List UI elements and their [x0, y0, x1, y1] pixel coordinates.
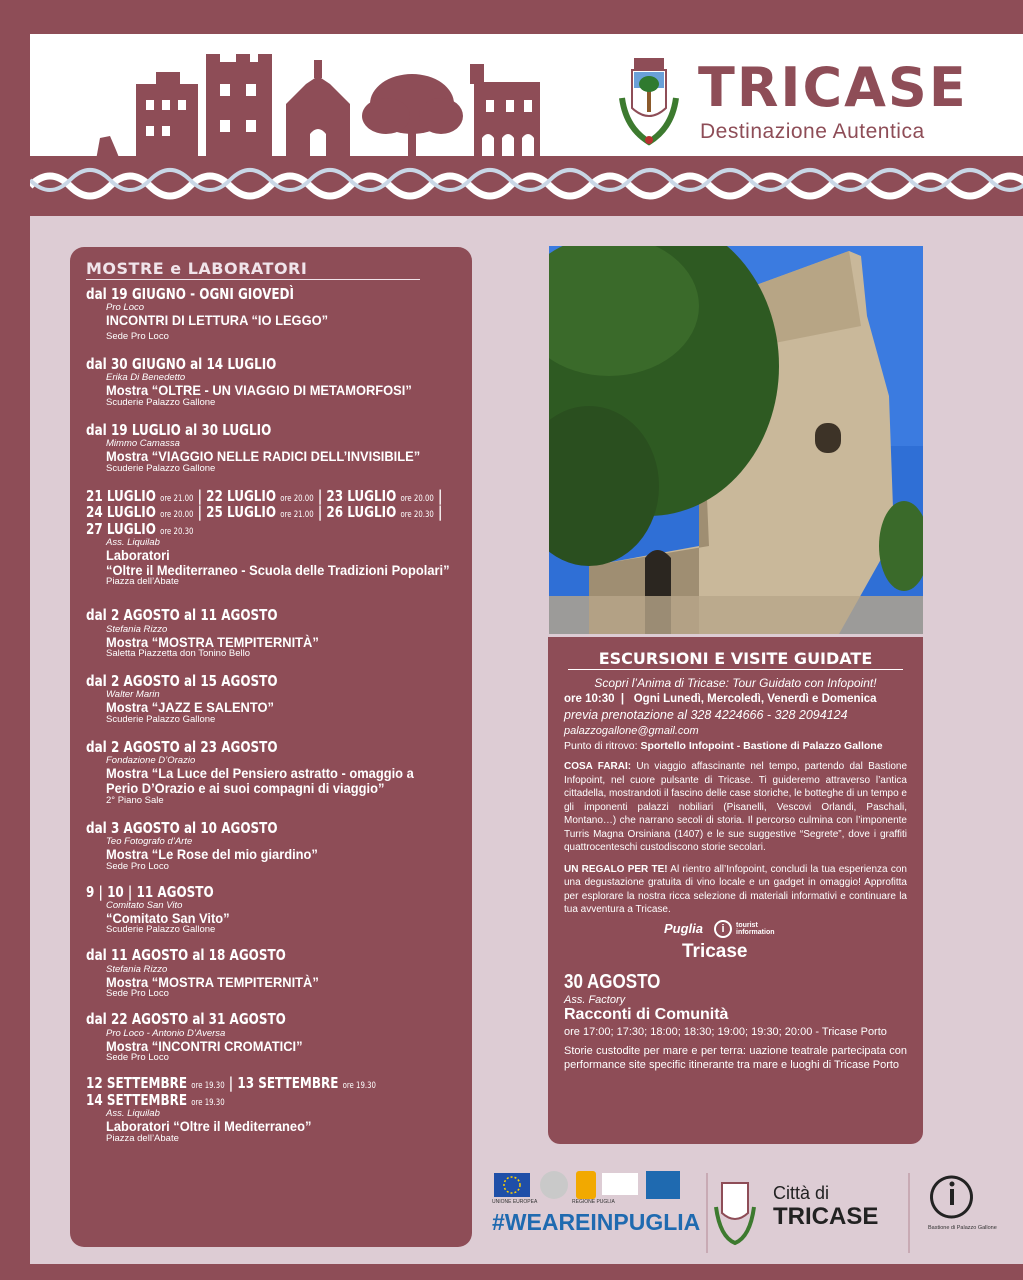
community-times: ore 17:00; 17:30; 18:00; 18:30; 19:00; 19:30; 20:00 - Tricase Porto — [564, 1025, 887, 1038]
tours-email[interactable]: palazzogallone@gmail.com — [564, 725, 699, 737]
tours-panel — [548, 637, 923, 1144]
info-icon: i — [714, 920, 732, 938]
tours-meeting: Punto di ritrovo: Sportello Infopoint - Bastione di Palazzo Gallone — [564, 740, 883, 752]
september-lab-event — [86, 1075, 456, 1144]
event-item — [86, 884, 456, 936]
tours-title: ESCURSIONI E VISITE GUIDATE — [568, 649, 903, 670]
event-date: dal 2 AGOSTO al 23 AGOSTO — [86, 738, 278, 757]
brand-subtitle: Destinazione Autentica — [700, 120, 925, 143]
tours-schedule: ore 10:30 | Ogni Lunedì, Mercoledì, Venerdì e Domenica — [564, 693, 877, 705]
poster-frame — [30, 34, 1023, 1264]
event-title: Mostra “La Luce del Pensiero astratto - omaggio a — [106, 765, 414, 782]
event-title: “Comitato San Vito” — [106, 909, 230, 926]
header — [30, 34, 1023, 160]
lab-dates-row: 27 LUGLIO ore 20.30 — [86, 519, 194, 538]
event-item — [86, 286, 456, 342]
event-title: Mostra “VIAGGIO NELLE RADICI DELL’INVISIBILE” — [106, 448, 421, 465]
event-date: dal 2 AGOSTO al 15 AGOSTO — [86, 672, 278, 691]
tricase-crest-icon — [616, 58, 682, 150]
event-organizer: Ass. Liquilab — [106, 1108, 160, 1120]
sept-dates-row: 14 SETTEMBRE ore 19.30 — [86, 1090, 225, 1109]
event-organizer: Pro Loco — [106, 302, 145, 314]
infopoint-logo: Puglia i tourist information Tricase — [664, 920, 775, 962]
event-place: Piazza dell’Abate — [106, 576, 179, 588]
event-place: Scuderie Palazzo Gallone — [106, 462, 216, 474]
event-date: dal 30 GIUGNO al 14 LUGLIO — [86, 354, 277, 373]
event-organizer: Teo Fotografo d’Arte — [106, 835, 193, 847]
event-organizer: Fondazione D’Orazio — [106, 755, 196, 767]
rope-divider — [30, 156, 1023, 216]
event-place: 2° Piano Sale — [106, 794, 164, 806]
event-place: Sede Pro Loco — [106, 988, 169, 1000]
event-title: Mostra “OLTRE - UN VIAGGIO DI METAMORFOSI” — [106, 382, 412, 399]
lab-event — [86, 488, 456, 588]
sept-dates-row: 12 SETTEMBRE ore 19.30 | 13 SETTEMBRE ore 19.30 — [86, 1074, 376, 1093]
skyline-illustration — [96, 54, 596, 160]
event-date: 9 | 10 | 11 AGOSTO — [86, 882, 214, 901]
event-place: Sede Pro Loco — [106, 860, 169, 872]
tours-booking: previa prenotazione al 328 4224666 - 328 2094124 — [564, 708, 848, 722]
community-organizer: Ass. Factory — [564, 993, 626, 1006]
city-name: TRICASE — [773, 1203, 879, 1230]
event-date: dal 22 AGOSTO al 31 AGOSTO — [86, 1010, 286, 1029]
community-date: 30 AGOSTO — [564, 970, 661, 993]
lab-dates-row: 24 LUGLIO ore 20.00 | 25 LUGLIO ore 21.00 | 26 LUGLIO ore 20.30 | — [86, 503, 443, 522]
hashtag: #WEAREINPUGLIA — [492, 1209, 701, 1235]
event-title: INCONTRI DI LETTURA “IO LEGGO” — [106, 312, 329, 329]
event-place: Piazza dell’Abate — [106, 1132, 179, 1144]
event-title: Mostra “JAZZ E SALENTO” — [106, 699, 274, 716]
brand-title: TRICASE — [698, 56, 968, 119]
eu-label: UNIONE EUROPEA — [492, 1199, 538, 1205]
tower-photo — [549, 246, 923, 634]
event-organizer: Pro Loco - Antonio D’Aversa — [106, 1027, 226, 1039]
event-date: dal 3 AGOSTO al 10 AGOSTO — [86, 818, 278, 837]
event-item — [86, 947, 456, 999]
event-organizer: Walter Marin — [106, 689, 160, 701]
event-date: dal 2 AGOSTO al 11 AGOSTO — [86, 606, 278, 625]
event-place: Scuderie Palazzo Gallone — [106, 714, 216, 726]
event-title: Perio D’Orazio e ai suoi compagni di viaggio” — [106, 780, 385, 796]
event-item — [86, 673, 456, 725]
exhibitions-title: MOSTRE e LABORATORI — [86, 259, 420, 280]
footer-logos — [490, 1167, 1020, 1257]
city-label: Città di — [773, 1183, 830, 1203]
event-title: Mostra “Le Rose del mio giardino” — [106, 845, 318, 862]
tours-tagline: Scopri l’Anima di Tricase: Tour Guidato con Infopoint! — [594, 676, 877, 690]
tours-gift: UN REGALO PER TE! Al rientro all’Infopoint, concludi la tua esperienza con una degustazione gratuita di vino locale e un gadget in omaggio! Approfitta per esplorare la nostra ricca selezione di materiali informativi e continuare la tua avventura a Tricase. — [564, 863, 907, 915]
event-place: Scuderie Palazzo Gallone — [106, 396, 216, 408]
event-date: dal 19 GIUGNO - OGNI GIOVEDÌ — [86, 285, 294, 303]
tours-description: COSA FARAI: Un viaggio affascinante nel tempo, partendo dal Bastione Infopoint, nel cuore pulsante di Tricase. Ti guideremo attraverso l’antica cittadella, mostrandoti il fascino delle case storiche, le botteghe di un tempo e gli imponenti palazzi nobiliari (Pisanelli, Vescovi Orlandi, Paschali, Montano…) che narrano secoli di storia. Il percorso culmina con l’imponente Turris Magna Orsiniana (1407) e le sue suggestive “Segrete”, dove i graffiti quattrocenteschi custodiscono storie secolari. — [564, 761, 908, 853]
event-place: Saletta Piazzetta don Tonino Bello — [106, 648, 251, 660]
event-item — [86, 607, 456, 659]
bastione-label: Bastione di Palazzo Gallone — [928, 1225, 997, 1231]
event-item — [86, 820, 456, 872]
community-event — [564, 971, 907, 1074]
exhibitions-panel — [70, 247, 472, 1247]
event-item — [86, 422, 456, 474]
event-organizer: Stefania Rizzo — [106, 963, 168, 975]
event-place: Sede Pro Loco — [106, 330, 169, 342]
event-place: Scuderie Palazzo Gallone — [106, 924, 216, 936]
event-title: Mostra “MOSTRA TEMPITERNITÀ” — [106, 973, 319, 990]
event-item — [86, 1011, 456, 1063]
event-date: dal 19 LUGLIO al 30 LUGLIO — [86, 420, 272, 439]
event-organizer: Ass. Liquilab — [106, 536, 160, 548]
event-title: Mostra “MOSTRA TEMPITERNITÀ” — [106, 633, 319, 650]
event-organizer: Erika Di Benedetto — [106, 372, 186, 384]
event-organizer: Mimmo Camassa — [106, 438, 180, 450]
event-place: Sede Pro Loco — [106, 1052, 169, 1064]
event-date: dal 11 AGOSTO al 18 AGOSTO — [86, 946, 286, 965]
event-title: Laboratori — [106, 546, 170, 563]
event-organizer: Comitato San Vito — [106, 899, 183, 911]
community-title: Racconti di Comunità — [564, 1005, 729, 1023]
event-item — [86, 739, 456, 806]
event-title: Mostra “INCONTRI CROMATICI” — [106, 1037, 303, 1054]
event-title: “Oltre il Mediterraneo - Scuola delle Tradizioni Popolari” — [106, 561, 450, 578]
lab-dates-row: 21 LUGLIO ore 21.00 | 22 LUGLIO ore 20.00 | 23 LUGLIO ore 20.00 | — [86, 486, 443, 505]
community-description: Storie custodite per mare e per terra: uazione teatrale partecipata con performance site specific itinerante tra mare e luoghi di Tricase Porto — [564, 1044, 907, 1072]
regione-label: REGIONE PUGLIA — [572, 1199, 615, 1205]
event-item — [86, 356, 456, 408]
event-organizer: Stefania Rizzo — [106, 623, 168, 635]
event-title: Laboratori “Oltre il Mediterraneo” — [106, 1118, 312, 1135]
